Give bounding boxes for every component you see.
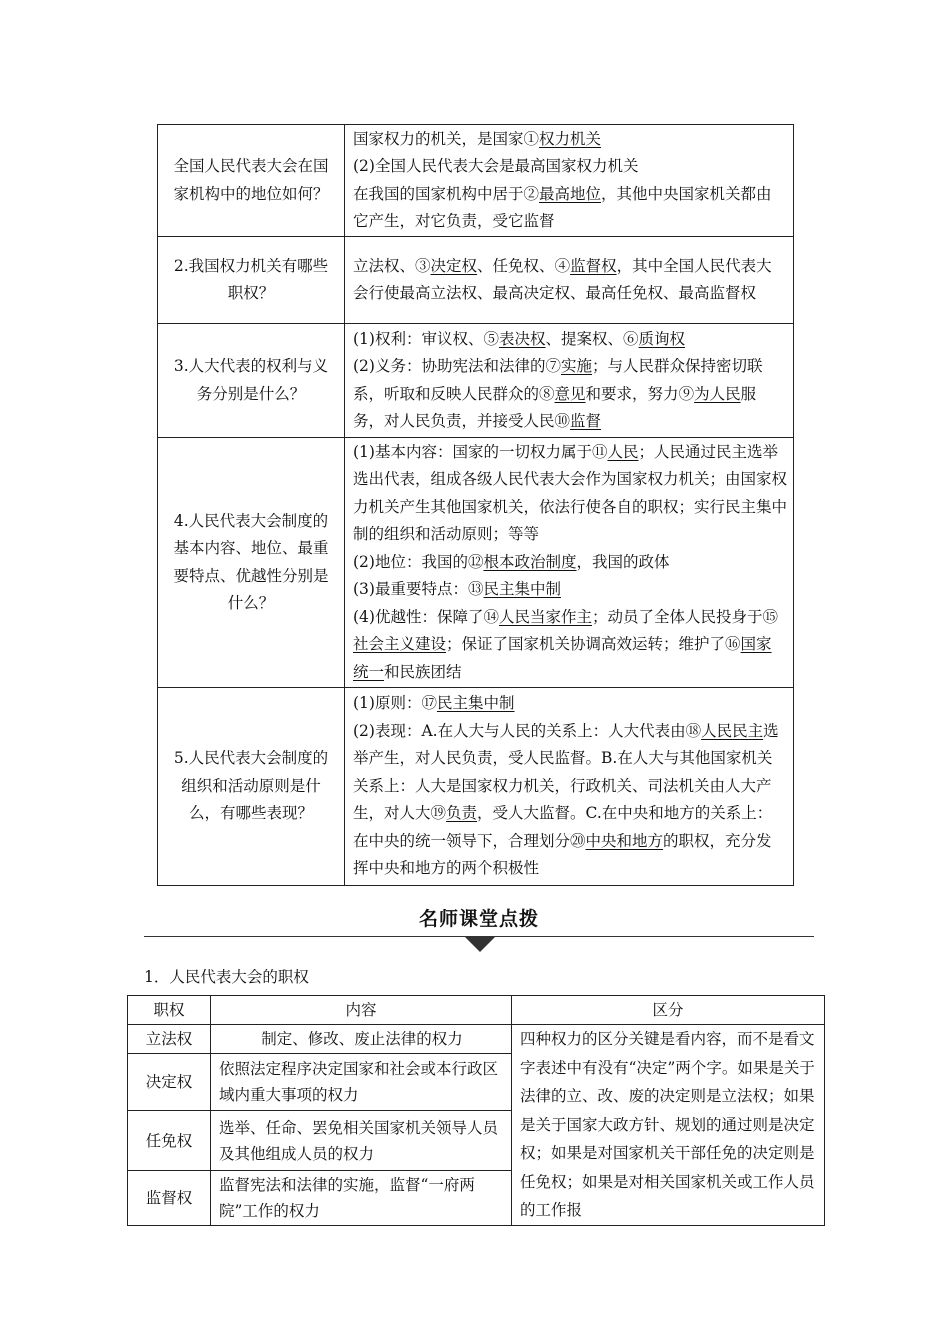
answer-text: ⑥ [623,329,639,348]
answer-text: ⑲ [430,804,447,823]
powers-table [127,995,825,1226]
answer-fill: 监督权 [570,256,617,275]
answer-text: ；人民通过民主选举选出代表，组成各级人民代表大会作为国家权力机关；由国家权力机关产生其他国家机关，依法行使各自的职权；实行民主集中制的组织和活动原则；等等 [353,442,788,544]
qa-row-2 [158,237,794,324]
power-name: 立法权 [128,1025,211,1054]
answer-text: 、任免权、 [477,256,555,275]
answer-fill: 负责 [446,804,478,823]
power-distinction: 四种权力的区分关键是看内容，而不是看文字表述中有没有“决定”两个字。如果是关于法律的立、改、废的决定则是立法权；如果是关于国家大政方针、规划的通过则是决定权；如果是对国家机关干部任免的决定则是任免权；如果是对相关国家机关或工作人员的工作报 [512,1025,825,1226]
answer-fill: 中央和地方 [585,831,664,850]
answer-2 [345,237,794,324]
answer-text: (1)权利：审议权、 [353,329,484,348]
answer-line [353,718,787,883]
answer-text: 和要求，努力 [585,384,679,403]
answer-text: ④ [554,256,571,275]
answer-fill: 表决权 [498,329,546,348]
answer-text: ；与人民群众保持密切联系，听取和反映人民群众的 [353,357,763,403]
answer-3 [345,324,794,438]
answer-text: 立法权、 [353,256,416,275]
answer-text: ⑱ [685,721,702,740]
power-name: 任免权 [128,1111,211,1171]
answer-line [353,181,787,236]
power-name: 监督权 [128,1170,211,1225]
qa-table [157,124,794,886]
question-3: 3.人大代表的权利与义务分别是什么？ [158,324,345,438]
answer-text: (1)基本内容：国家的一切权力属于 [353,442,592,461]
answer-text: ⑩ [554,412,571,430]
header-distinction: 区分 [512,996,825,1025]
answer-text: ③ [415,256,431,275]
answer-line [353,253,787,308]
question-1: 全国人民代表大会在国家机构中的地位如何？ [158,125,345,237]
header-content: 内容 [211,996,512,1025]
answer-text: (2)全国人民代表大会是最高国家权力机关 [353,157,639,175]
answer-line [353,549,787,577]
answer-text: ，其中全国人民代表大会行使最高立法权、最高决定权、最高任免权、最高监督权 [353,256,772,302]
answer-fill: 决定权 [430,256,478,275]
answer-text: ⑳ [570,831,586,850]
answer-text: (1)原则： [353,694,422,713]
section-header [144,900,814,960]
power-row-legislative [128,1025,825,1054]
answer-text: ⑨ [678,384,695,403]
answer-line [353,604,787,687]
answer-fill: 人民民主 [701,721,764,740]
answer-line [353,690,787,718]
answer-line [353,153,787,181]
answer-text: (2)表现：A.在人大与人民的关系上：人大代表由 [353,721,686,740]
question-5: 5.人民代表大会制度的组织和活动原则是什么，有哪些表现？ [158,688,345,886]
qa-row-3 [158,324,794,438]
power-content: 制定、修改、废止法律的权力 [211,1025,512,1054]
answer-text: ② [523,184,540,203]
answer-text: 和民族团结 [384,662,462,681]
answer-fill: 质询权 [638,329,686,348]
answer-text: (2)义务：协助宪法和法律的 [353,357,546,375]
qa-row-5 [158,688,794,886]
answer-text: ⑪ [591,442,608,461]
answer-text: ① [523,129,540,148]
answer-line [353,326,787,354]
answer-text: ⑧ [539,384,555,403]
answer-text: 服务，对人民负责，并接受人民 [353,384,757,430]
power-content: 监督宪法和法律的实施，监督“一府两院”工作的权力 [211,1170,512,1225]
answer-text: ⑮ [762,607,779,626]
question-4: 4.人民代表大会制度的基本内容、地位、最重要特点、优越性分别是什么？ [158,438,345,688]
answer-text: ⑫ [467,552,484,571]
answer-fill: 权力机关 [539,129,602,148]
answer-fill: 民主集中制 [436,694,515,713]
answer-fill: 人民当家作主 [498,607,592,626]
power-content: 选举、任命、罢免相关国家机关领导人员及其他组成人员的权力 [211,1111,512,1171]
answer-text: 、提案权、 [545,329,624,348]
answer-text: 国家权力的机关，是国家 [353,129,524,148]
power-name: 决定权 [128,1053,211,1111]
answer-fill: 社会主义建设 [353,635,447,654]
answer-line [353,439,787,549]
answer-text: ⑬ [467,580,484,599]
answer-text: (3)最重要特点： [353,580,468,599]
answer-1 [345,125,794,237]
answer-fill: 国家统一 [353,635,772,681]
answer-text: (4)优越性：保障了 [353,607,484,626]
answer-fill: 监督 [570,412,602,430]
answer-text: ⑤ [483,329,499,348]
header-power: 职权 [128,996,211,1025]
section-title: 名师课堂点拨 [418,908,539,930]
answer-text: 选举产生，对人民负责，受人民监督。B.在人大与其他国家机关关系上：人大是国家权力机关，行政机关、司法机关由人大产生，对人大 [353,721,779,823]
triangle-down-icon [465,937,495,952]
answer-line [353,353,787,436]
answer-text: ⑯ [725,635,741,654]
qa-row-1 [158,125,794,237]
power-content: 依照法定程序决定国家和社会或本行政区域内重大事项的权力 [211,1053,512,1111]
answer-text: ；保证了国家机关协调高效运转；维护了 [446,635,726,654]
answer-fill: 根本政治制度 [483,552,577,571]
answer-line [353,126,787,154]
answer-fill: 最高地位 [539,184,602,203]
answer-text: 的职权，充分发挥中央和地方的两个积极性 [353,831,772,878]
answer-text: ⑦ [545,357,561,375]
qa-row-4 [158,438,794,688]
answer-fill: 实施 [560,357,592,375]
answer-text: 在我国的国家机构中居于 [353,184,524,203]
answer-fill: 民主集中制 [483,580,561,599]
answer-text: ；动员了全体人民投身于 [592,607,763,626]
answer-line [353,576,787,604]
answer-text: ⑭ [483,607,499,626]
answer-5 [345,688,794,886]
answer-text: ，我国的政体 [576,552,670,571]
answer-fill: 人民 [607,442,639,461]
answer-text: ，其他中央国家机关都由它产生，对它负责，受它监督 [353,184,772,230]
answer-4 [345,438,794,688]
answer-text: (2)地位：我国的 [353,552,468,571]
subsection-heading: 1．人民代表大会的职权 [144,968,309,986]
answer-text: ⑰ [421,694,437,713]
answer-fill: 为人民 [694,384,741,403]
answer-text: ，受人大监督。C.在中央和地方的关系上：在中央的统一领导下，合理划分 [353,804,773,850]
answer-fill: 意见 [554,384,586,403]
question-2: 2.我国权力机关有哪些职权？ [158,237,345,324]
powers-header-row [128,996,825,1025]
